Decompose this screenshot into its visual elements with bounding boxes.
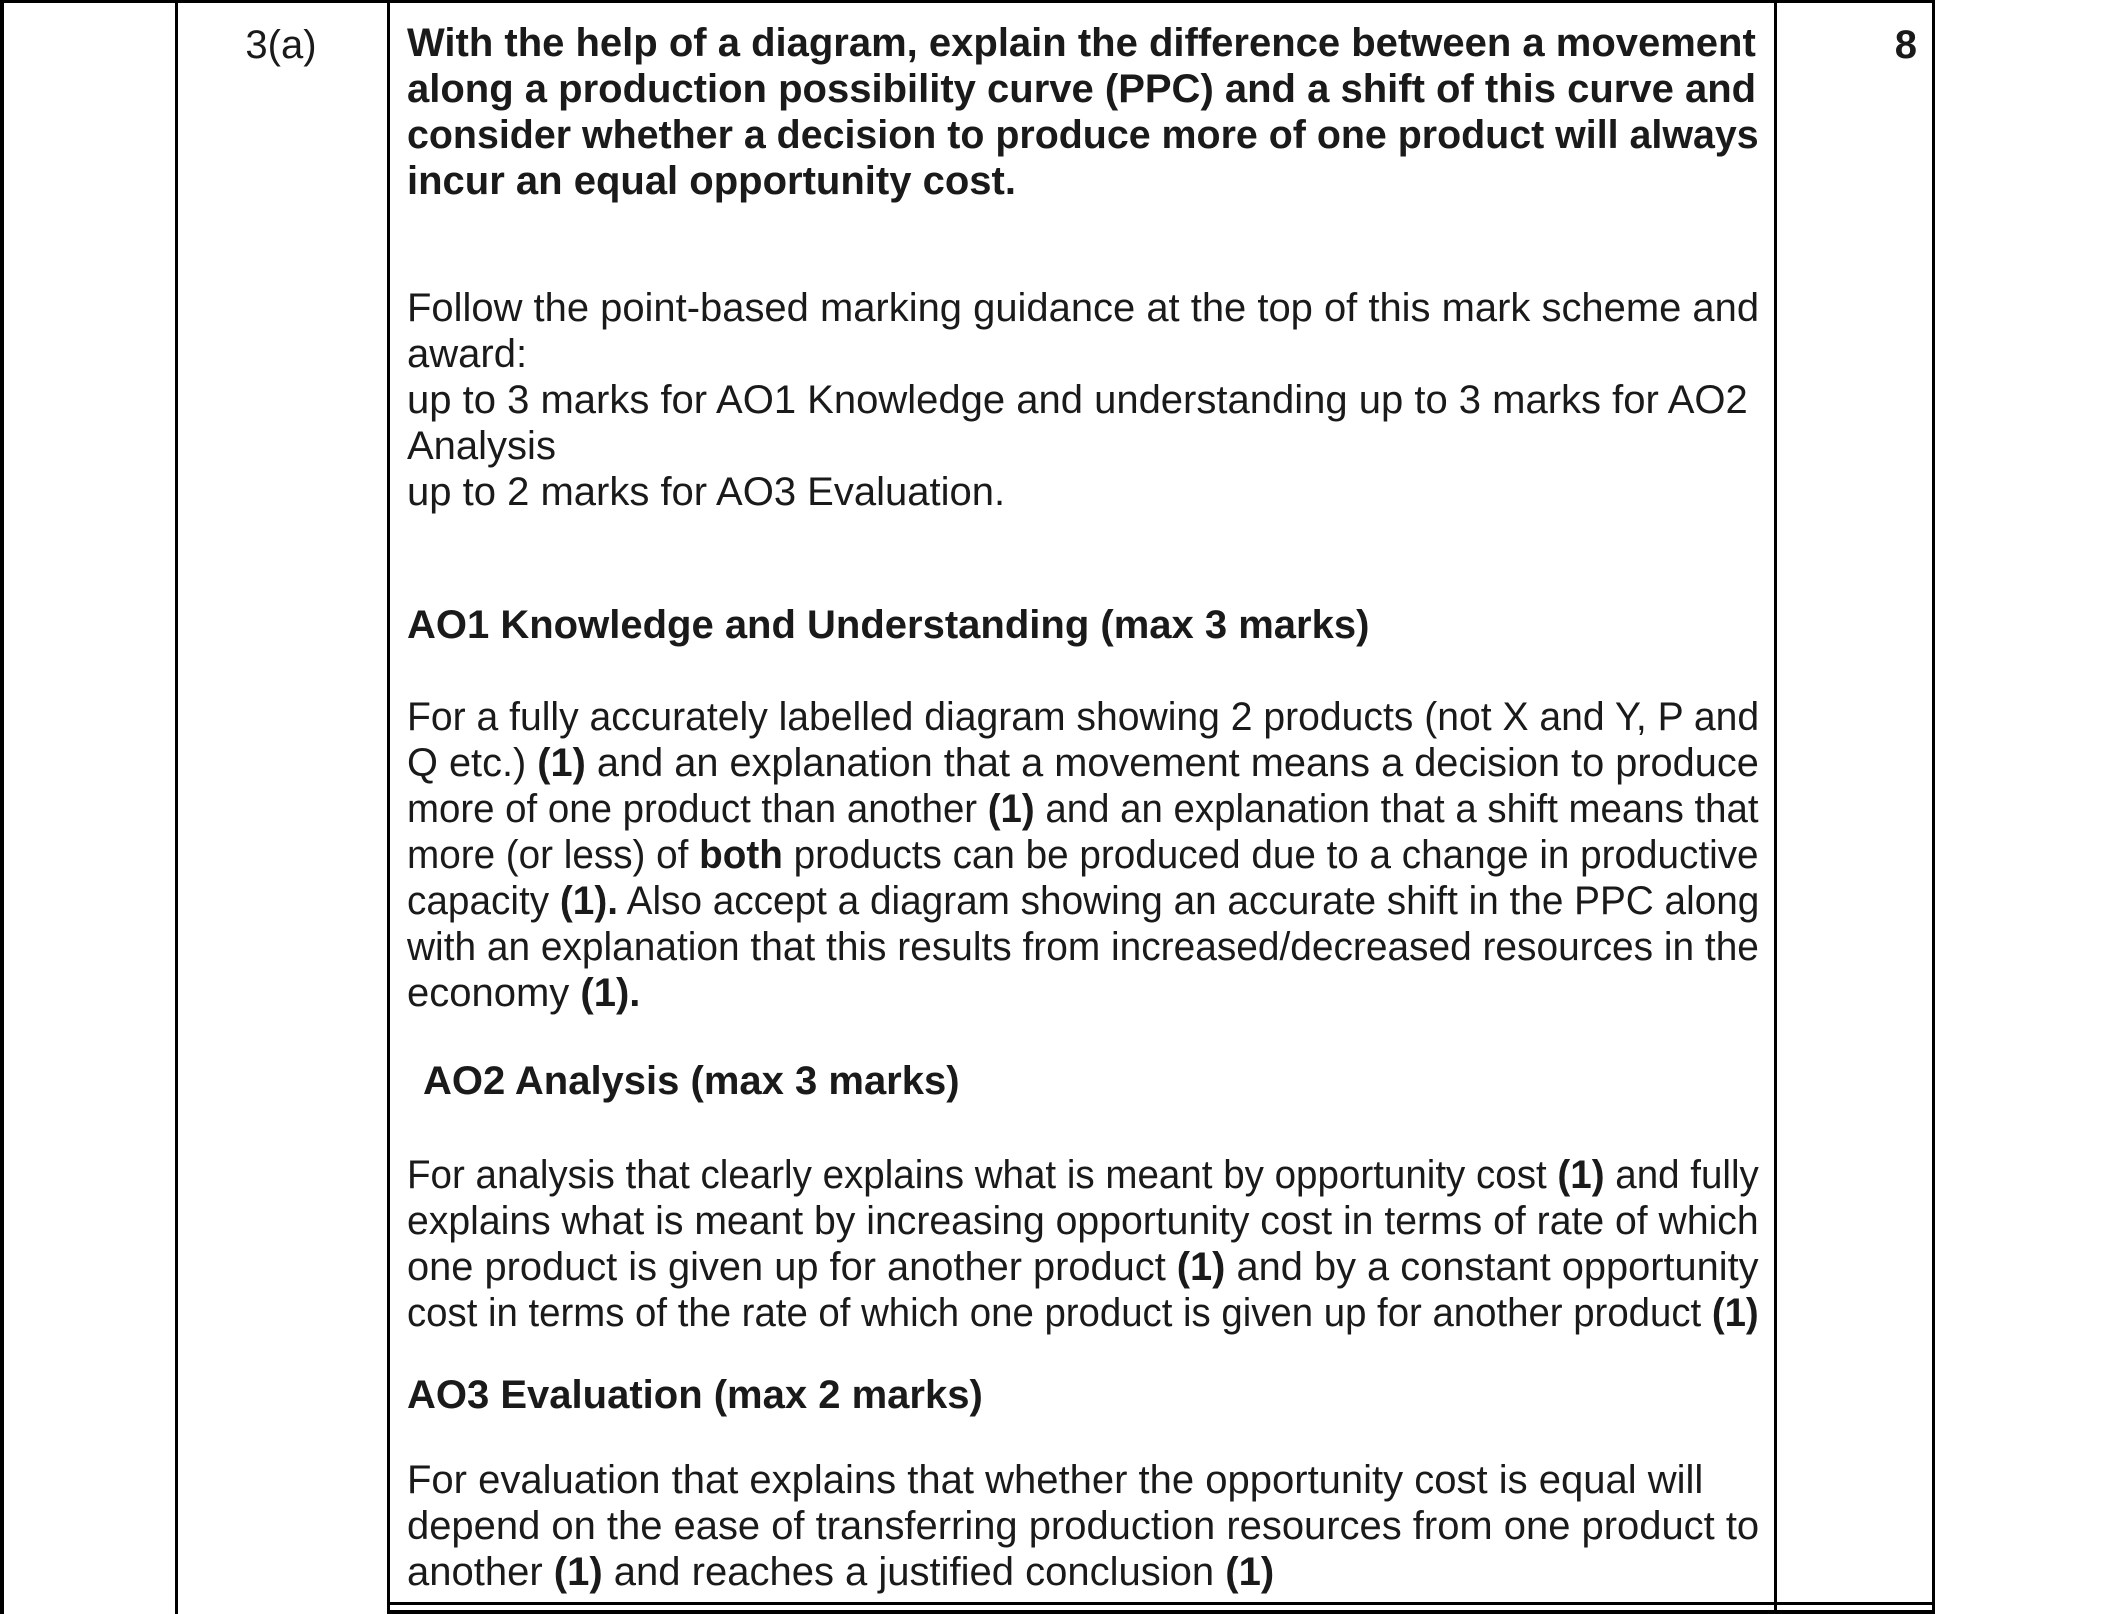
- text-line: [407, 1503, 1760, 1549]
- ao3-body: [407, 1457, 1759, 1595]
- text-line: [407, 878, 1760, 924]
- text-segment: and reaches a justified conclusion: [602, 1550, 1226, 1594]
- text-segment: and an explanation that a shift means that: [1034, 787, 1759, 831]
- text-line: [407, 112, 1759, 158]
- text-line: [407, 694, 1760, 740]
- answer-column-left-border: [387, 0, 390, 1614]
- bold-text-segment: both: [699, 833, 783, 877]
- text-segment: explains what is meant by increasing opportunity cost in terms of rate of which: [407, 1199, 1759, 1243]
- bold-text-segment: (1): [1225, 1550, 1275, 1594]
- text-line: [407, 1372, 1759, 1418]
- text-line: [407, 423, 1759, 469]
- text-segment: capacity: [407, 879, 560, 923]
- bold-text-segment: (1): [553, 1550, 603, 1594]
- text-segment: For a fully accurately labelled diagram showing 2 products (not X and Y, P and: [407, 695, 1760, 739]
- text-segment: economy: [407, 971, 581, 1015]
- bold-text-segment: (1): [537, 741, 586, 785]
- bold-text-segment: along a production possibility curve (PPC) and a shift of this curve and: [407, 67, 1757, 111]
- text-segment: Analysis: [407, 424, 556, 468]
- bold-text-segment: (1).: [559, 879, 618, 923]
- bold-text-segment: (1).: [580, 971, 641, 1015]
- text-segment: cost in terms of the rate of which one product is given up for another product: [407, 1291, 1712, 1335]
- text-line: [407, 66, 1759, 112]
- text-line: [407, 158, 1759, 204]
- table-border-outer-left: [0, 0, 4, 1614]
- question-statement: [407, 20, 1759, 204]
- bold-text-segment: AO3 Evaluation (max 2 marks): [407, 1373, 983, 1417]
- bold-text-segment: incur an equal opportunity cost.: [407, 159, 1016, 203]
- text-segment: more of one product than another: [407, 787, 988, 831]
- next-row-top-border: [387, 1610, 1935, 1614]
- ao1-body: [407, 694, 1759, 1016]
- text-segment: award:: [407, 332, 528, 376]
- text-segment: up to 2 marks for AO3 Evaluation.: [407, 470, 1006, 514]
- text-line: [407, 285, 1760, 331]
- text-line: [407, 377, 1759, 423]
- marking-guidance: [407, 285, 1759, 515]
- question-column-left-border: [175, 0, 178, 1614]
- text-line: [407, 1290, 1759, 1336]
- text-line: [407, 832, 1759, 878]
- bold-text-segment: (1): [1711, 1291, 1759, 1335]
- marks-value: 8: [1894, 23, 1917, 67]
- text-segment: Also accept a diagram showing an accurate shift in the PPC along: [617, 879, 1760, 923]
- text-line: [407, 331, 1759, 377]
- text-segment: For analysis that clearly explains what is meant by opportunity cost: [407, 1153, 1558, 1197]
- text-segment: and fully: [1604, 1153, 1759, 1197]
- bold-text-segment: AO2 Analysis (max 3 marks): [423, 1059, 960, 1103]
- ao2-body: [407, 1152, 1759, 1336]
- table-top-border: [0, 0, 1935, 3]
- ao2-heading: [407, 1058, 1775, 1104]
- text-line: [407, 1198, 1759, 1244]
- question-number: 3(a): [245, 23, 317, 67]
- text-segment: and by a constant opportunity: [1225, 1245, 1759, 1289]
- text-line: [407, 1244, 1759, 1290]
- row-bottom-border: [387, 1602, 1935, 1605]
- text-segment: up to 3 marks for AO1 Knowledge and understanding up to 3 marks for AO2: [407, 378, 1748, 422]
- bold-text-segment: (1): [1557, 1153, 1605, 1197]
- text-line: [407, 469, 1759, 515]
- bold-text-segment: (1): [987, 787, 1035, 831]
- text-line: [407, 1152, 1759, 1198]
- ao1-heading: [407, 602, 1759, 648]
- text-segment: more (or less) of: [407, 833, 700, 877]
- text-line: [423, 1058, 1775, 1104]
- text-line: [407, 1457, 1759, 1503]
- text-line: [407, 924, 1759, 970]
- text-segment: with an explanation that this results from increased/decreased resources in the: [407, 925, 1759, 969]
- text-segment: one product is given up for another product: [407, 1245, 1177, 1289]
- text-segment: depend on the ease of transferring production resources from one product to: [407, 1504, 1760, 1548]
- text-segment: and an explanation that a movement means a decision to produce: [585, 741, 1759, 785]
- text-line: [407, 1549, 1759, 1595]
- ao3-heading: [407, 1372, 1759, 1418]
- text-segment: products can be produced due to a change in productive: [782, 833, 1759, 877]
- text-segment: another: [407, 1550, 554, 1594]
- text-segment: Q etc.): [407, 741, 538, 785]
- text-segment: For evaluation that explains that whether the opportunity cost is equal will: [407, 1458, 1704, 1502]
- bold-text-segment: AO1 Knowledge and Understanding (max 3 marks): [407, 603, 1370, 647]
- marks-column-right-border: [1932, 0, 1935, 1614]
- marks-column-left-border: [1774, 0, 1777, 1614]
- text-line: [407, 970, 1759, 1016]
- text-line: [407, 20, 1759, 66]
- text-line: [407, 602, 1759, 648]
- bold-text-segment: consider whether a decision to produce more of one product will always: [407, 113, 1759, 157]
- bold-text-segment: (1): [1176, 1245, 1226, 1289]
- text-line: [407, 786, 1759, 832]
- bold-text-segment: With the help of a diagram, explain the difference between a movement: [407, 21, 1756, 65]
- text-segment: Follow the point-based marking guidance at the top of this mark scheme and: [407, 286, 1760, 330]
- text-line: [407, 740, 1759, 786]
